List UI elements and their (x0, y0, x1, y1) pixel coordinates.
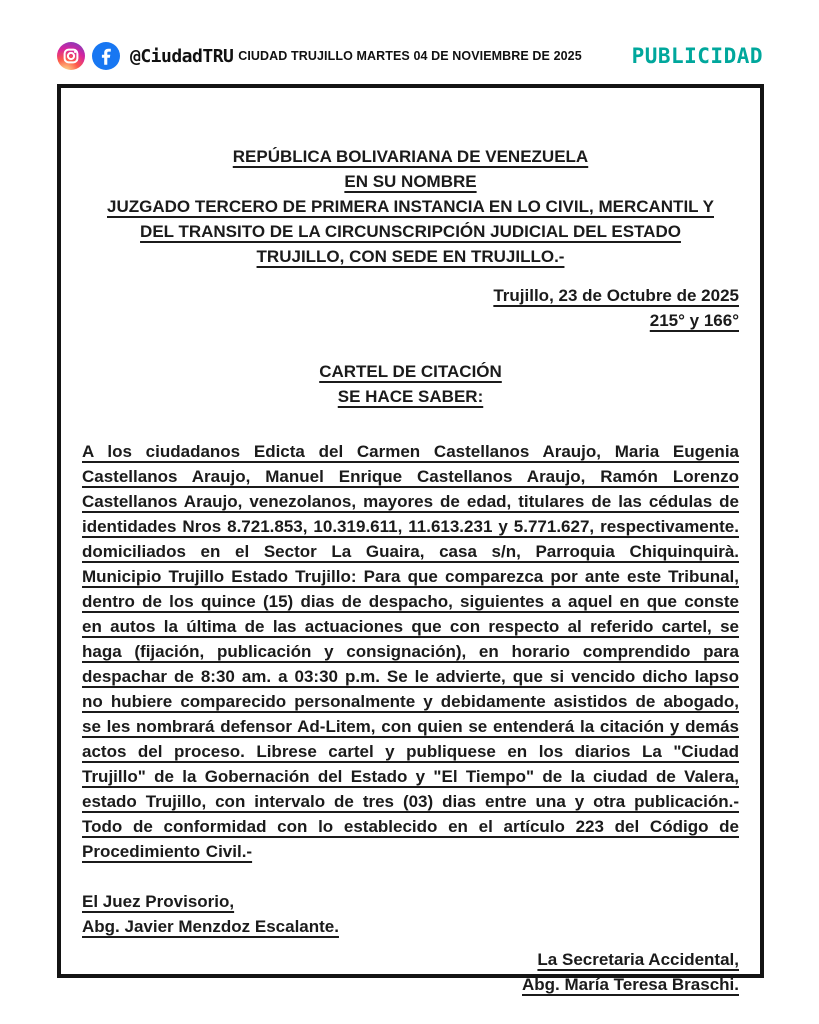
notice-body-text: A los ciudadanos Edicta del Carmen Castellanos Araujo, Maria Eugenia Castellanos Araujo, Manuel Enrique Castellanos Araujo, Ramón Lorenzo Castellanos Araujo, venezolanos, mayores de edad, titulares de las cédulas de identidades Nros 8.721.853, 10.319.611, 11.613.231 y 5.771.627, respectivamente. domiciliados en el Sector La Guaira, casa s/n, Parroquia Chiquinquirà. Municipio Trujillo Estado Trujillo: Para que comparezca por ante este Tribunal, dentro de los quince (15) dias de despacho, siguientes a aquel en que conste en autos la última de las actuaciones que con respecto al referido cartel, se haga (fijación, publicación y consignación), en horario comprendido para despachar de 8:30 am. a 03:30 p.m. Se le advierte, que si vencido dicho lapso no hubiere comparecido personalmente y debidamente asistidos de abogado, se les nombrará defensor Ad-Litem, con quien se entenderá la citación y demás actos del proceso. Librese cartel y publiquese en los diarios La "Ciudad Trujillo" de la Gobernación del Estado y "El Tiempo" de la ciudad de Valera, estado Trujillo, con intervalo de tres (03) dias entre una y otra publicación.- Todo de conformidad con lo establecido en el artículo 223 del Código de Procedimiento Civil.- (82, 442, 739, 861)
secretary-title-line: La Secretaria Accidental, (537, 950, 739, 969)
judge-name-line: Abg. Javier Menzdoz Escalante. (82, 917, 339, 936)
heading-line: TRUJILLO, CON SEDE EN TRUJILLO.- (256, 247, 565, 266)
social-handle: @CiudadTRU (130, 45, 234, 67)
page-header (57, 40, 763, 72)
heading-line: JUZGADO TERCERO DE PRIMERA INSTANCIA EN LO CIVIL, MERCANTIL Y (107, 197, 714, 216)
date-block (82, 283, 739, 333)
anniversary-years-line: 215° y 166° (649, 311, 739, 330)
judge-title-line: El Juez Provisorio, (82, 892, 235, 911)
court-heading (82, 144, 739, 269)
heading-line: REPÚBLICA BOLIVARIANA DE VENEZUELA (232, 147, 589, 166)
edition-line: CIUDAD TRUJILLO MARTES 04 DE NOVIEMBRE DE 2025 (238, 49, 582, 63)
notice-body-paragraph (82, 439, 739, 864)
subtitle-line: SE HACE SABER: (337, 387, 484, 406)
instagram-icon (57, 42, 85, 70)
subtitle-line: CARTEL DE CITACIÓN (319, 362, 502, 381)
judge-signature-block (82, 889, 739, 939)
facebook-icon (92, 42, 120, 70)
heading-line: EN SU NOMBRE (344, 172, 477, 191)
legal-notice-frame (57, 84, 764, 994)
place-date-line: Trujillo, 23 de Octubre de 2025 (493, 286, 739, 305)
social-media-group (57, 40, 233, 72)
heading-line: DEL TRANSITO DE LA CIRCUNSCRIPCIÓN JUDICIAL DEL ESTADO (140, 222, 681, 241)
secretary-name-line: Abg. María Teresa Braschi. (522, 975, 739, 994)
publicidad-label: PUBLICIDAD (631, 44, 763, 68)
notice-subtitle (82, 359, 739, 409)
secretary-signature-block (82, 947, 739, 997)
